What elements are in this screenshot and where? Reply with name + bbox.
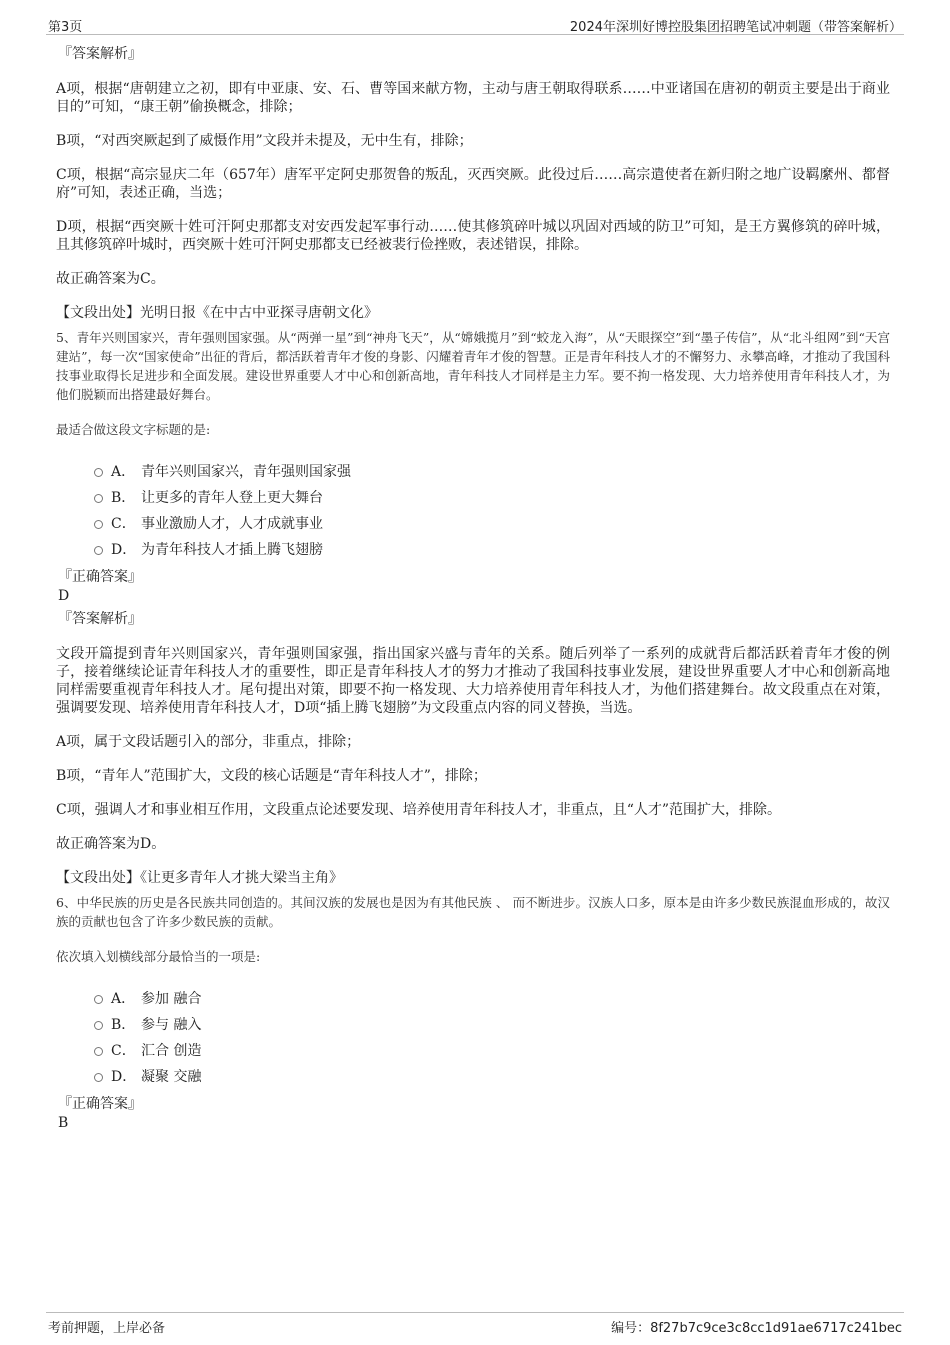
footer-slogan: 考前押题，上岸必备 [48, 1321, 166, 1336]
option-b[interactable]: B． 让更多的青年人登上更大舞台 [94, 485, 890, 511]
radio-icon[interactable] [94, 1047, 103, 1056]
question-stem: 5、青年兴则国家兴，青年强则国家强。从“两弹一星”到“神舟飞天”，从“嫦娥揽月”到“蛟龙入海”，从“天眼探空”到“墨子传信”，从“北斗组网”到“天宫建站”，每一次“国家使命”出征的背后，都活跃着青年才俊的身影、闪耀着青年才俊的智慧。正是青年科技人才的不懈努力、永攀高峰，才推动了我国科技事业取得长足进步和全面发展。建设世界重要人才中心和创新高地，青年科技人才同样是主力军。要不拘一格发现、大力培养使用青年科技人才，为他们脱颖而出搭建最好舞台。 [56, 330, 890, 402]
page-header [46, 14, 904, 35]
document-title: 2024年深圳好博控股集团招聘笔试冲刺题（带答案解析） [569, 20, 902, 35]
radio-icon[interactable] [94, 546, 103, 555]
radio-icon[interactable] [94, 1073, 103, 1082]
answer-value: D [58, 588, 70, 604]
analysis-paragraph: B项，“青年人”范围扩大，文段的核心话题是“青年科技人才”，排除； [56, 768, 487, 784]
analysis-paragraph: 文段开篇提到青年兴则国家兴，青年强则国家强，指出国家兴盛与青年的关系。随后列举了一系列的成就背后都活跃着青年才俊的例子，接着继续论证青年科技人才的重要性，即正是青年科技人才的努力才推动了我国科技事业发展，建设世界重要人才中心和创新高地同样需要重视青年科技人才。尾句提出对策，即要不拘一格发现、大力培养使用青年科技人才，为他们搭建舞台。故文段重点在对策，强调要发现、培养使用青年科技人才，D项“插上腾飞翅膀”为文段重点内容的同义替换，当选。 [56, 646, 890, 716]
option-list [94, 459, 890, 563]
analysis-paragraph: A项，属于文段话题引入的部分，非重点，排除； [56, 734, 361, 750]
analysis-conclusion: 故正确答案为C。 [56, 271, 165, 287]
page-footer [46, 1312, 904, 1337]
option-a[interactable]: A． 青年兴则国家兴，青年强则国家强 [94, 459, 890, 485]
analysis-paragraph: B项，“对西突厥起到了威慑作用”文段并未提及，无中生有，排除； [56, 133, 473, 149]
answer-value: B [58, 1115, 69, 1131]
analysis-label: 『答案解析』 [58, 46, 142, 62]
answer-label: 『正确答案』 [58, 1096, 142, 1112]
option-d[interactable]: D． 凝聚 交融 [94, 1064, 890, 1090]
option-c[interactable]: C． 事业激励人才，人才成就事业 [94, 511, 890, 537]
analysis-paragraph: C项，强调人才和事业相互作用，文段重点论述要发现、培养使用青年科技人才，非重点，且“人才”范围扩大，排除。 [56, 802, 782, 818]
analysis-label: 『答案解析』 [58, 611, 142, 627]
radio-icon[interactable] [94, 520, 103, 529]
option-d[interactable]: D． 为青年科技人才插上腾飞翅膀 [94, 537, 890, 563]
option-list [94, 986, 890, 1090]
analysis-conclusion: 故正确答案为D。 [56, 836, 166, 852]
source-citation: 【文段出处】光明日报《在中古中亚探寻唐朝文化》 [56, 305, 378, 321]
radio-icon[interactable] [94, 468, 103, 477]
option-b[interactable]: B． 参与 融入 [94, 1012, 890, 1038]
answer-label: 『正确答案』 [58, 569, 142, 585]
option-a[interactable]: A． 参加 融合 [94, 986, 890, 1012]
analysis-paragraph: D项，根据“西突厥十姓可汗阿史那都支对安西发起军事行动……使其修筑碎叶城以巩固对西域的防卫”可知，是王方翼修筑的碎叶城，且其修筑碎叶城时，西突厥十姓可汗阿史那都支已经被裴行俭挫败，表述错误，排除。 [56, 219, 890, 253]
source-citation: 【文段出处】《让更多青年人才挑大梁当主角》 [56, 870, 343, 886]
analysis-paragraph: C项，根据“高宗显庆二年（657年）唐军平定阿史那贺鲁的叛乱，灭西突厥。此役过后……高宗遣使者在新归附之地广设羁縻州、都督府”可知，表述正确，当选； [56, 167, 890, 201]
option-c[interactable]: C． 汇合 创造 [94, 1038, 890, 1064]
document-id: 编号：8f27b7c9ce3c8cc1d91ae6717c241bec [611, 1321, 902, 1336]
page-number: 第3页 [48, 20, 83, 35]
page-content [56, 44, 890, 1136]
radio-icon[interactable] [94, 995, 103, 1004]
question-stem: 6、中华民族的历史是各民族共同创造的。其间汉族的发展也是因为有其他民族 、 而不断进步。汉族人口多，原本是由许多少数民族混血形成的，故汉族的贡献也包含了许多少数民族的贡献。 [56, 895, 890, 929]
question-prompt: 最适合做这段文字标题的是: [56, 422, 211, 437]
analysis-paragraph: A项，根据“唐朝建立之初，即有中亚康、安、石、曹等国来献方物，主动与唐王朝取得联系……中亚诸国在唐初的朝贡主要是出于商业目的”可知，“康王朝”偷换概念，排除； [56, 81, 890, 115]
radio-icon[interactable] [94, 1021, 103, 1030]
radio-icon[interactable] [94, 494, 103, 503]
question-prompt: 依次填入划横线部分最恰当的一项是: [56, 949, 261, 964]
